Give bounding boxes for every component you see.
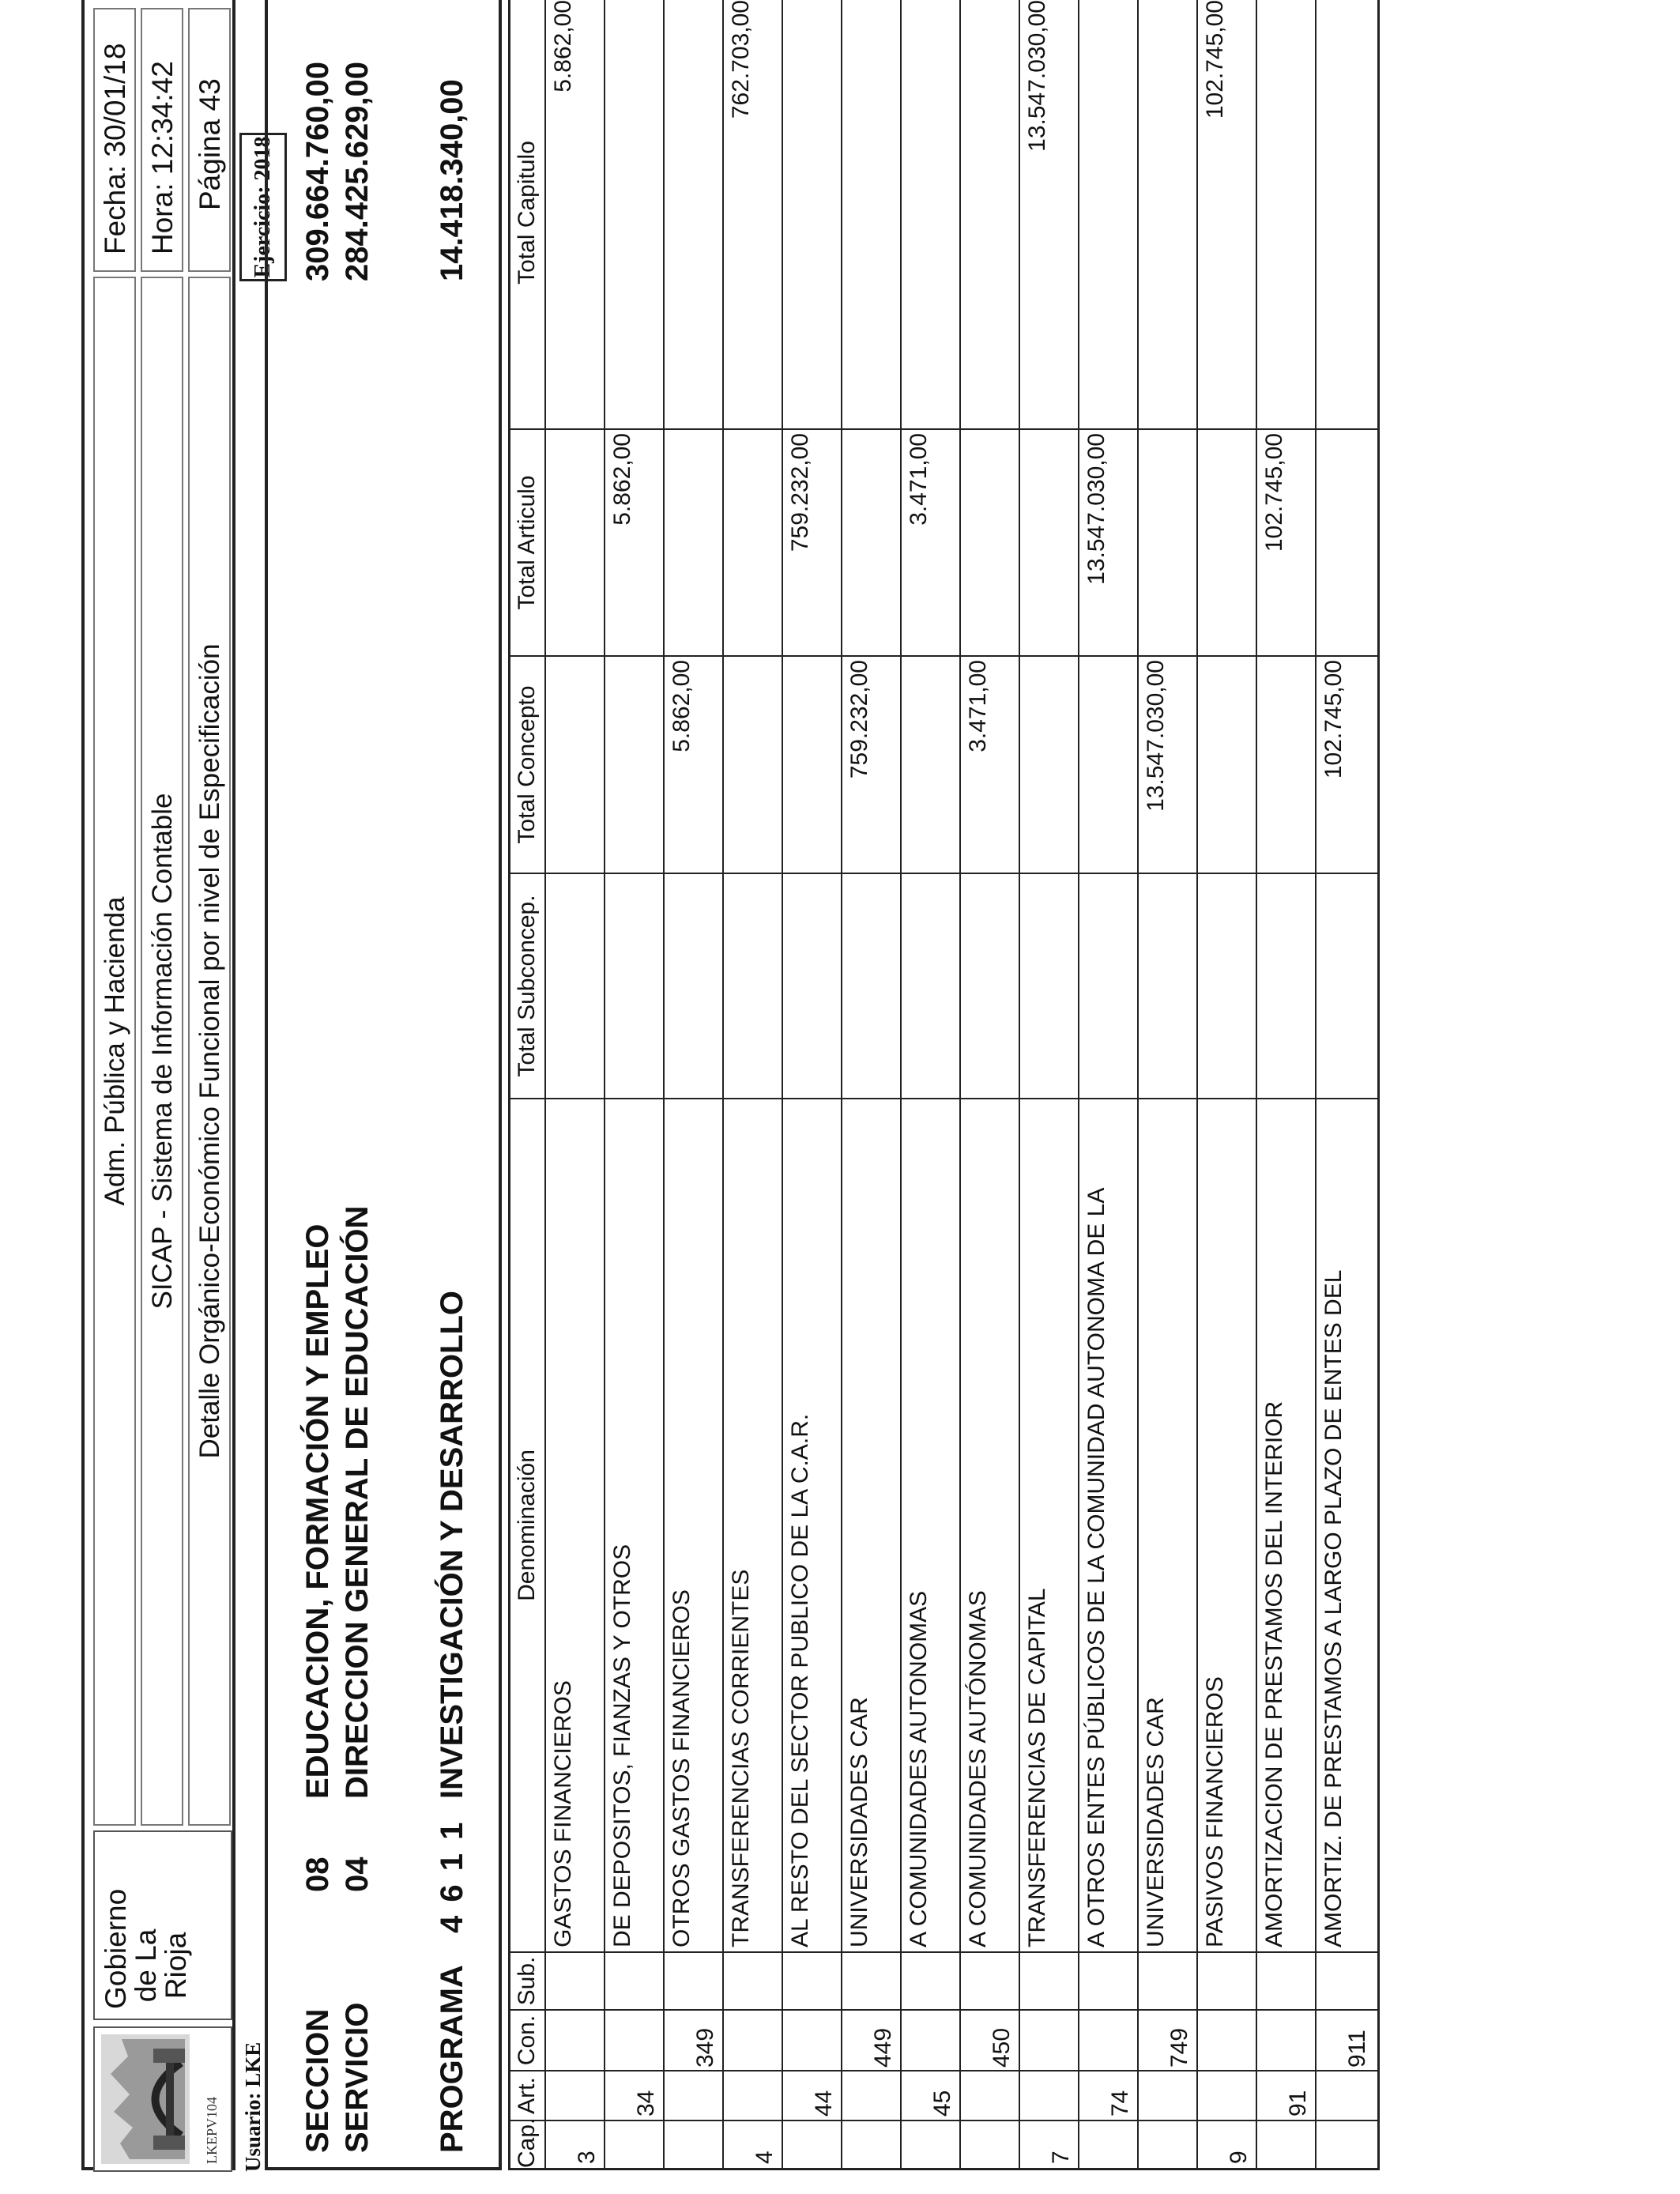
table-gridlines — [510, 0, 1377, 2168]
programa-total: 14.418.340,00 — [435, 79, 469, 281]
art-code: 91 — [1285, 2090, 1311, 2117]
total-concepto: 13.547.030,00 — [1143, 660, 1169, 812]
denominacion: A OTROS ENTES PÚBLICOS DE LA COMUNIDAD AUTONOMA DE LA — [1083, 1187, 1109, 1947]
fiscal-year: Ejercicio: 2018 — [239, 133, 287, 281]
cap-code: 7 — [1048, 2151, 1074, 2164]
con-code: 749 — [1166, 2027, 1192, 2068]
report-time: Hora: 12:34:42 — [146, 61, 179, 254]
con-code: 450 — [989, 2027, 1015, 2068]
total-concepto: 5.862,00 — [669, 660, 695, 752]
gov-line: de La — [130, 1928, 162, 2003]
denominacion: A COMUNIDADES AUTÓNOMAS — [965, 1590, 991, 1947]
user-label: Usuario: LKE — [241, 2041, 265, 2172]
denominacion: AL RESTO DEL SECTOR PUBLICO DE LA C.A.R. — [787, 1413, 813, 1947]
cap-code: 3 — [574, 2151, 600, 2164]
cap-code: 9 — [1226, 2151, 1252, 2164]
cap-code: 4 — [751, 2151, 778, 2164]
total-articulo: 3.471,00 — [906, 433, 932, 526]
seccion-name: EDUCACION, FORMACIÓN Y EMPLEO — [300, 1223, 335, 1799]
total-capitulo: 13.547.030,00 — [1024, 0, 1050, 152]
denominacion: AMORTIZ. DE PRESTAMOS A LARGO PLAZO DE ENTES DEL — [1320, 1269, 1347, 1947]
con-code: 911 — [1344, 2030, 1370, 2068]
denominacion: PASIVOS FINANCIEROS — [1202, 1676, 1228, 1947]
con-code: 449 — [870, 2027, 896, 2068]
total-concepto: 102.745,00 — [1320, 660, 1347, 779]
total-articulo: 102.745,00 — [1261, 433, 1287, 552]
gov-line: Gobierno — [100, 1888, 132, 2009]
col-header-total-articulo: Total Articulo — [514, 475, 540, 610]
con-code: 349 — [692, 2027, 718, 2068]
programa-label: PROGRAMA — [435, 1965, 469, 2153]
total-capitulo: 5.862,00 — [550, 0, 576, 92]
programa-code: 4 6 1 1 — [435, 1822, 469, 1933]
title-adm: Adm. Pública y Hacienda — [100, 896, 130, 1206]
report-code: LKEPV104 — [204, 2097, 220, 2164]
denominacion: OTROS GASTOS FINANCIEROS — [669, 1589, 695, 1947]
col-header-denominacion: Denominación — [514, 1449, 540, 1601]
col-header-sub: Sub. — [514, 1956, 540, 2006]
budget-table — [508, 0, 1380, 2170]
art-code: 34 — [633, 2090, 659, 2117]
programa-name: INVESTIGACIÓN Y DESARROLLO — [435, 1290, 469, 1799]
servicio-total: 284.425.629,00 — [340, 61, 375, 281]
total-concepto: 3.471,00 — [965, 660, 991, 752]
denominacion: UNIVERSIDADES CAR — [846, 1697, 872, 1947]
seccion-code: 08 — [300, 1857, 335, 1892]
government-name — [93, 1830, 232, 2020]
col-header-cap: Cap. — [514, 2117, 540, 2168]
art-code: 45 — [929, 2090, 955, 2117]
title-sicap: SICAP - Sistema de Información Contable — [147, 793, 178, 1310]
col-header-art: Art. — [514, 2077, 540, 2114]
denominacion: TRANSFERENCIAS CORRIENTES — [728, 1569, 754, 1947]
castle-bridge-icon — [98, 2031, 193, 2167]
servicio-name: DIRECCION GENERAL DE EDUCACIÓN — [340, 1205, 375, 1799]
denominacion: DE DEPOSITOS, FIANZAS Y OTROS — [609, 1544, 635, 1947]
report-date: Fecha: 30/01/18 — [99, 43, 131, 254]
servicio-code: 04 — [340, 1857, 375, 1892]
denominacion: GASTOS FINANCIEROS — [550, 1680, 576, 1947]
servicio-label: SERVICIO — [340, 2002, 375, 2153]
total-articulo: 5.862,00 — [609, 433, 635, 526]
denominacion: TRANSFERENCIAS DE CAPITAL — [1024, 1588, 1050, 1947]
seccion-label: SECCION — [300, 2008, 335, 2153]
art-code: 74 — [1107, 2090, 1133, 2117]
total-concepto: 759.232,00 — [846, 660, 872, 779]
col-header-total-subconcep: Total Subconcep. — [514, 895, 540, 1077]
seccion-total: 309.664.760,00 — [300, 61, 335, 281]
denominacion: A COMUNIDADES AUTONOMAS — [906, 1590, 932, 1947]
page-number: Página 43 — [194, 78, 226, 210]
gov-line: Rioja — [160, 1932, 192, 2000]
col-header-total-concepto: Total Concepto — [514, 685, 540, 844]
total-articulo: 13.547.030,00 — [1083, 433, 1109, 585]
total-capitulo: 762.703,00 — [728, 0, 754, 119]
title-detalle: Detalle Orgánico-Económico Funcional por nivel de Especificación — [194, 643, 225, 1459]
denominacion: UNIVERSIDADES CAR — [1143, 1697, 1169, 1947]
denominacion: AMORTIZACION DE PRESTAMOS DEL INTERIOR — [1261, 1400, 1287, 1947]
total-capitulo: 102.745,00 — [1202, 0, 1228, 119]
col-header-con: Con. — [514, 2015, 540, 2066]
art-code: 44 — [811, 2090, 837, 2117]
col-header-total-capitulo: Total Capitulo — [514, 141, 540, 285]
total-articulo: 759.232,00 — [787, 433, 813, 552]
